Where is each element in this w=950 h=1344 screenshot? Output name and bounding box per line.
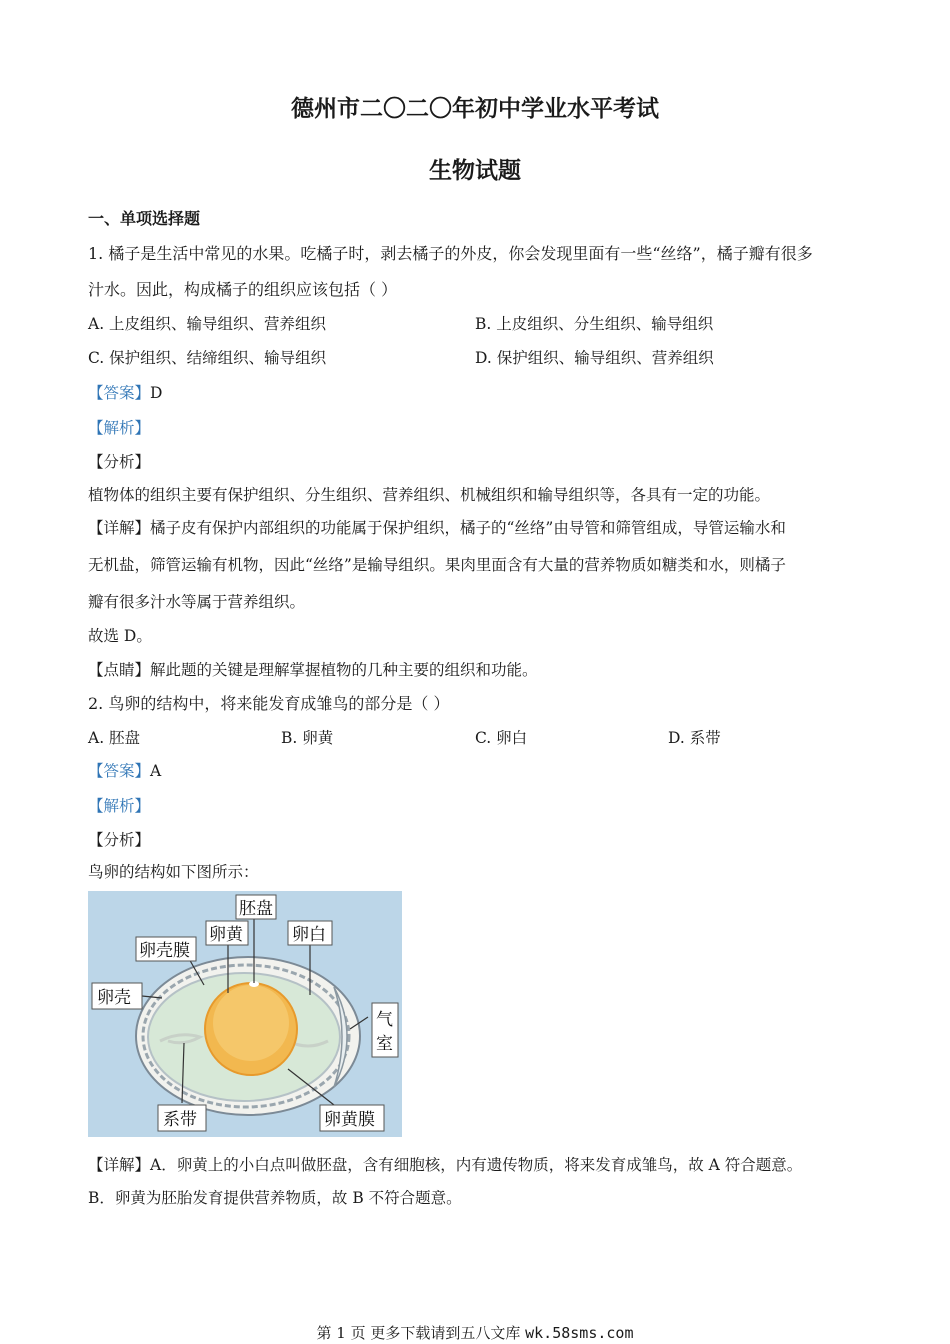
page-footer xyxy=(0,1322,950,1343)
section-heading: 一、单项选择题 xyxy=(88,209,201,228)
answer-tag: 【答案】 xyxy=(88,384,151,402)
q1-fenxi-text: 植物体的组织主要有保护组织、分生组织、营养组织、机械组织和输导组织等，各具有一定的功能。 xyxy=(88,486,771,504)
label-shell-membrane: 卵壳膜 xyxy=(139,941,190,961)
yolk-inner xyxy=(213,985,289,1061)
q2-answer xyxy=(88,759,161,781)
q1-fenxi-tag: 【分析】 xyxy=(88,453,151,471)
q2-option-d: D. 系带 xyxy=(668,729,721,747)
exam-subtitle: 生物试题 xyxy=(429,157,521,184)
q2-figure-intro: 鸟卵的结构如下图所示： xyxy=(88,863,259,881)
footer-url[interactable]: wk.58sms.com xyxy=(525,1324,634,1342)
answer-tag: 【答案】 xyxy=(88,762,151,780)
q1-answer xyxy=(88,381,162,403)
q1-detail-line2: 无机盐，筛管运输有机物，因此“丝络”是输导组织。果肉里面含有大量的营养物质如糖类和水，则橘子 xyxy=(88,556,786,574)
label-germinal-disc: 胚盘 xyxy=(239,899,273,919)
answer-value: D xyxy=(150,384,163,402)
q1-stem-line1: 1. 橘子是生活中常见的水果。吃橘子时，剥去橘子的外皮，你会发现里面有一些“丝络”，橘子瓣有很多 xyxy=(88,244,813,263)
label-yolk: 卵黄 xyxy=(209,925,243,945)
label-egg-white: 卵白 xyxy=(292,925,326,945)
q1-choose: 故选 D。 xyxy=(88,627,152,645)
q1-option-c: C. 保护组织、结缔组织、输导组织 xyxy=(88,349,327,367)
q1-dianjing: 【点睛】解此题的关键是理解掌握植物的几种主要的组织和功能。 xyxy=(88,661,538,679)
q2-analysis-tag: 【解析】 xyxy=(88,797,151,815)
q1-option-d: D. 保护组织、输导组织、营养组织 xyxy=(475,349,714,367)
q2-option-c: C. 卵白 xyxy=(475,729,528,747)
q1-detail-line3: 瓣有很多汁水等属于营养组织。 xyxy=(88,593,306,611)
q1-detail-line1: 【详解】橘子皮有保护内部组织的功能属于保护组织，橘子的“丝络”由导管和筛管组成，导管运输水和 xyxy=(88,519,786,537)
q1-option-b: B. 上皮组织、分生组织、输导组织 xyxy=(475,315,714,333)
label-yolk-membrane: 卵黄膜 xyxy=(324,1110,375,1130)
q2-option-b: B. 卵黄 xyxy=(281,729,334,747)
q2-option-a: A. 胚盘 xyxy=(88,729,141,747)
answer-value: A xyxy=(150,762,162,780)
q1-stem-line2: 汁水。因此，构成橘子的组织应该包括（ ） xyxy=(88,280,398,299)
label-air-1: 气 xyxy=(376,1010,393,1030)
q1-option-a: A. 上皮组织、输导组织、营养组织 xyxy=(88,315,327,333)
q2-fenxi-tag: 【分析】 xyxy=(88,831,151,849)
q2-stem: 2. 鸟卵的结构中，将来能发育成雏鸟的部分是（ ） xyxy=(88,694,450,713)
q2-detail-b: B．卵黄为胚胎发育提供营养物质，故 B 不符合题意。 xyxy=(88,1189,462,1207)
q2-detail-a: 【详解】A．卵黄上的小白点叫做胚盘，含有细胞核，内有遗传物质，将来发育成雏鸟，故 A 符合题意。 xyxy=(88,1156,803,1174)
footer-text: 第 1 页 更多下载请到五八文库 xyxy=(316,1324,526,1342)
label-air-2: 室 xyxy=(376,1034,393,1054)
bird-egg-diagram xyxy=(88,891,402,1137)
q1-analysis-tag: 【解析】 xyxy=(88,419,151,437)
exam-title: 德州市二〇二〇年初中学业水平考试 xyxy=(291,95,659,122)
label-shell: 卵壳 xyxy=(97,988,131,1008)
label-chalaza: 系带 xyxy=(163,1110,197,1130)
